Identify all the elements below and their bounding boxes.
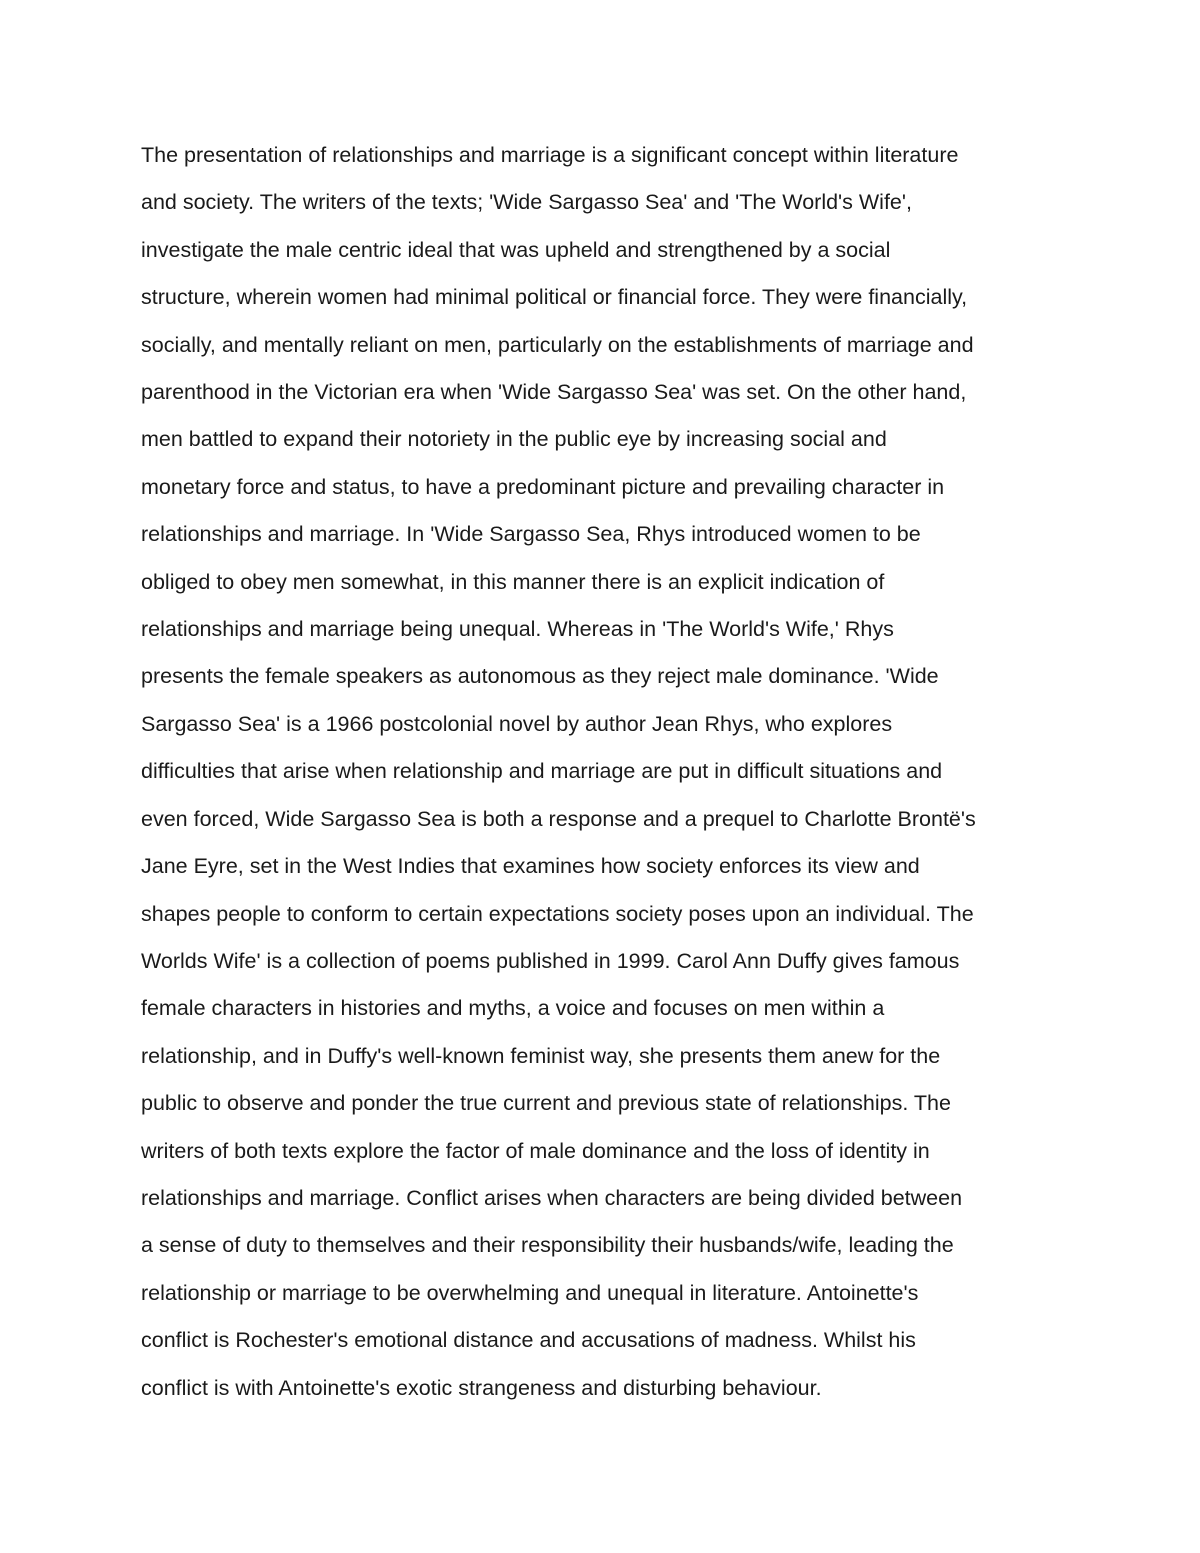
text-line: relationships and marriage. In 'Wide Sargasso Sea, Rhys introduced women to be	[141, 522, 921, 547]
text-line: even forced, Wide Sargasso Sea is both a response and a prequel to Charlotte Brontë's	[141, 806, 976, 831]
text-line: The presentation of relationships and marriage is a significant concept within literature	[141, 143, 959, 167]
text-line: investigate the male centric ideal that was upheld and strengthened by a social	[141, 237, 891, 262]
text-line: difficulties that arise when relationship and marriage are put in difficult situations and	[141, 759, 943, 784]
text-line: and society. The writers of the texts; 'Wide Sargasso Sea' and 'The World's Wife',	[141, 190, 912, 215]
text-line: a sense of duty to themselves and their responsibility their husbands/wife, leading the	[141, 1233, 954, 1258]
text-line: relationships and marriage being unequal. Whereas in 'The World's Wife,' Rhys	[141, 617, 894, 642]
text-line: relationship, and in Duffy's well-known feminist way, she presents them anew for the	[141, 1043, 941, 1068]
body-paragraph	[141, 132, 1071, 1412]
text-line: monetary force and status, to have a predominant picture and prevailing character in	[141, 474, 945, 499]
text-line: Jane Eyre, set in the West Indies that examines how society enforces its view and	[141, 854, 920, 879]
text-line: presents the female speakers as autonomous as they reject male dominance. 'Wide	[141, 664, 939, 689]
text-line: writers of both texts explore the factor of male dominance and the loss of identity in	[141, 1138, 930, 1163]
text-line: Sargasso Sea' is a 1966 postcolonial novel by author Jean Rhys, who explores	[141, 711, 893, 736]
text-line: Worlds Wife' is a collection of poems published in 1999. Carol Ann Duffy gives famous	[141, 948, 960, 973]
text-line: obliged to obey men somewhat, in this manner there is an explicit indication of	[141, 569, 885, 594]
text-line: public to observe and ponder the true current and previous state of relationships. The	[141, 1091, 951, 1116]
text-line: female characters in histories and myths, a voice and focuses on men within a	[141, 996, 885, 1021]
text-line: socially, and mentally reliant on men, particularly on the establishments of marriage and	[141, 332, 974, 357]
text-line: relationships and marriage. Conflict arises when characters are being divided between	[141, 1185, 963, 1210]
text-line: relationship or marriage to be overwhelming and unequal in literature. Antoinette's	[141, 1280, 919, 1305]
text-line: conflict is with Antoinette's exotic strangeness and disturbing behaviour.	[141, 1375, 822, 1400]
text-line: structure, wherein women had minimal political or financial force. They were financially,	[141, 285, 968, 310]
text-line: parenthood in the Victorian era when 'Wide Sargasso Sea' was set. On the other hand,	[141, 380, 967, 405]
text-line: shapes people to conform to certain expectations society poses upon an individual. The	[141, 901, 974, 926]
text-line: men battled to expand their notoriety in the public eye by increasing social and	[141, 427, 887, 452]
text-line: conflict is Rochester's emotional distance and accusations of madness. Whilst his	[141, 1328, 916, 1353]
